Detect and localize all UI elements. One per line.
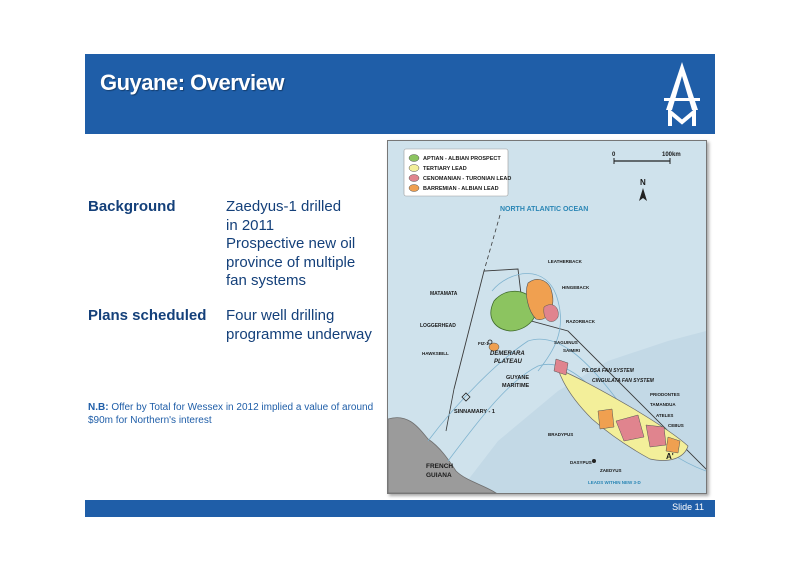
legend-tertiary: TERTIARY LEAD: [423, 166, 467, 172]
label-hingeback: HINGEBACK: [562, 285, 590, 290]
plans-label: Plans scheduled: [88, 307, 207, 324]
note: [88, 401, 378, 427]
label-dasypus: DASYPUS: [570, 460, 592, 465]
legend-aptian: APTIAN - ALBIAN PROSPECT: [423, 156, 501, 162]
note-text: Offer by Total for Wessex in 2012 implied a value of around $90m for Northern's interest: [88, 402, 374, 426]
background-line-2: in 2011: [226, 216, 275, 234]
label-demerara: DEMERARA: [490, 351, 525, 357]
label-loggerhead: LOGGERHEAD: [420, 323, 456, 329]
label-saguinus: SAGUINUS: [554, 340, 578, 345]
scale-end: 100km: [662, 152, 681, 158]
legend-barremian: BARREMIAN - ALBIAN LEAD: [423, 186, 499, 192]
label-guiana: GUIANA: [426, 472, 452, 479]
label-cingulata: CINGULATA FAN SYSTEM: [592, 378, 654, 384]
label-fiz1: FIZ-1: [478, 341, 489, 346]
slide-number: Slide 11: [672, 502, 704, 512]
label-pilosa: PILOSA FAN SYSTEM: [582, 368, 634, 374]
label-tamandua: TAMANDUA: [650, 402, 676, 407]
background-line-5: fan systems: [226, 272, 307, 289]
label-guyane: GUYANE: [506, 375, 530, 381]
label-ateles: ATELES: [656, 413, 674, 418]
note-label: N.B:: [88, 402, 109, 413]
label-plateau: PLATEAU: [494, 359, 522, 365]
plans-line-1: Four well drilling: [226, 307, 335, 324]
slide-title: Guyane: Overview: [100, 70, 284, 95]
company-logo-icon: [660, 60, 704, 128]
label-french: FRENCH: [426, 463, 454, 470]
label-sinnamary: SINNAMARY - 1: [454, 409, 495, 415]
label-maritime: MARITIME: [502, 383, 530, 389]
label-priodontes: PRIODONTES: [650, 392, 680, 397]
label-leatherback: LEATHERBACK: [548, 259, 582, 264]
footer-bar: [85, 500, 715, 517]
background-line-3: Prospective new oil: [226, 235, 356, 252]
background-label: Background: [88, 198, 176, 215]
label-leads-3d: LEADS WITHIN NEW 3-D: [588, 480, 641, 485]
guyane-map: [387, 140, 707, 494]
label-saimiri: SAIMIRI: [563, 348, 581, 353]
label-matamata: MATAMATA: [430, 291, 458, 297]
label-zaedyus: ZAEDYUS: [600, 468, 622, 473]
label-cebus: CEBUS: [668, 423, 684, 428]
scale-start: 0: [612, 152, 616, 158]
background-line-1: Zaedyus-1 drilled: [226, 198, 342, 215]
label-a-prime: A': [666, 452, 674, 461]
ocean-label: NORTH ATLANTIC OCEAN: [500, 206, 589, 213]
north-label: N: [640, 178, 646, 187]
label-razorback: RAZORBACK: [566, 319, 595, 324]
label-bradypus: BRADYPUS: [548, 432, 574, 437]
background-line-4: province of multiple: [226, 253, 356, 271]
legend-cenomanian: CENOMANIAN - TURONIAN LEAD: [423, 176, 512, 182]
label-hawksbill: HAWKSBILL: [422, 351, 449, 356]
plans-line-2: programme underway: [226, 325, 372, 343]
